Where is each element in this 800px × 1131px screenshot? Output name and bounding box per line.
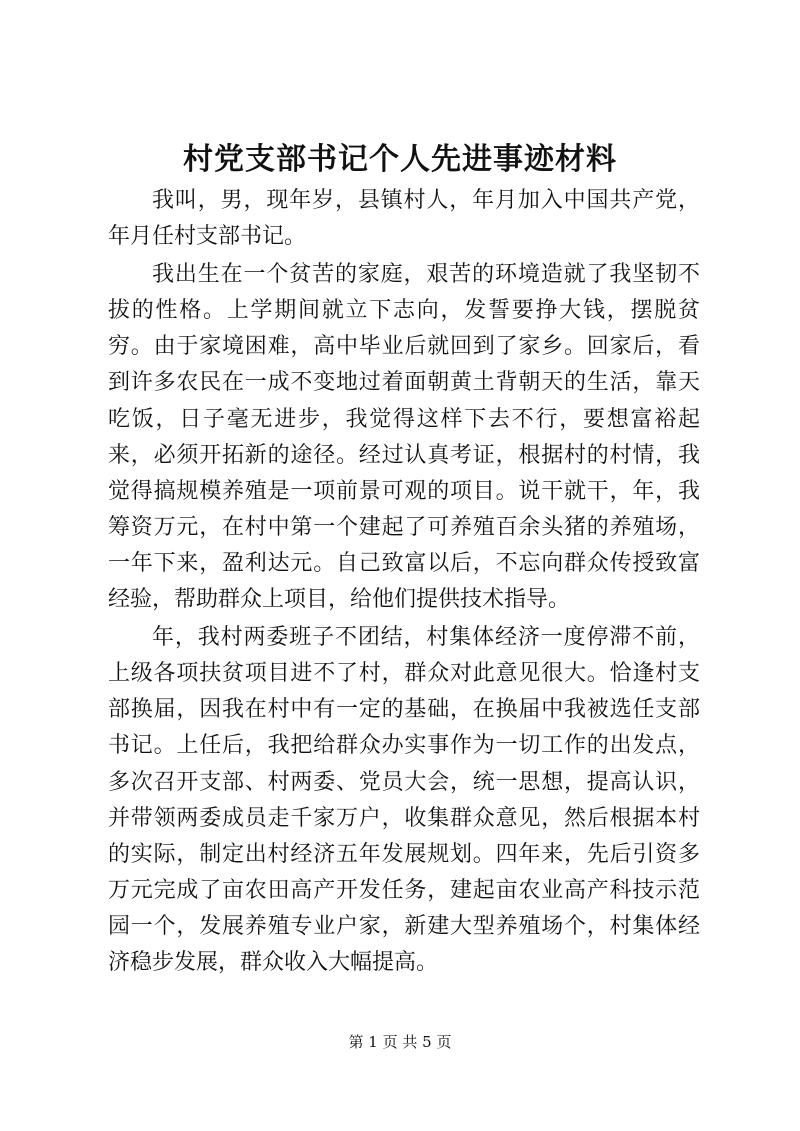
- paragraph-leadership: 年，我村两委班子不团结，村集体经济一度停滞不前，上级各项扶贫项目进不了村，群众对此意见很大。恰逢村支部换届，因我在村中有一定的基础，在换届中我被选任支部书记。上任后，我把给群众办实事作为一切工作的出发点，多次召开支部、村两委、党员大会，统一思想，提高认识，并带领两委成员走千家万户，收集群众意见，然后根据本村的实际，制定出村经济五年发展规划。四年来，先后引资多万元完成了亩农田高产开发任务，建起亩农业高产科技示范园一个，发展养殖专业户家，新建大型养殖场个，村集体经济稳步发展，群众收入大幅提高。: [108, 625, 700, 975]
- page-number-footer: 第 1 页 共 5 页: [348, 1033, 452, 1051]
- paragraph-intro: 我叫，男，现年岁，县镇村人，年月加入中国共产党，年月任村支部书记。: [108, 188, 700, 250]
- document-body: [108, 183, 700, 981]
- paragraph-background: 我出生在一个贫苦的家庭，艰苦的环境造就了我坚韧不拔的性格。上学期间就立下志向，发誓要挣大钱，摆脱贫穷。由于家境困难，高中毕业后就回到了家乡。回家后，看到许多农民在一成不变地过着面朝黄土背朝天的生活，靠天吃饭，日子毫无进步，我觉得这样下去不行，要想富裕起来，必须开拓新的途径。经过认真考证，根据村的村情，我觉得搞规模养殖是一项前景可观的项目。说干就干，年，我筹资万元，在村中第一个建起了可养殖百余头猪的养殖场，一年下来，盈利达元。自己致富以后，不忘向群众传授致富经验，帮助群众上项目，给他们提供技术指导。: [108, 262, 700, 613]
- document-title: 村党支部书记个人先进事迹材料: [183, 142, 617, 177]
